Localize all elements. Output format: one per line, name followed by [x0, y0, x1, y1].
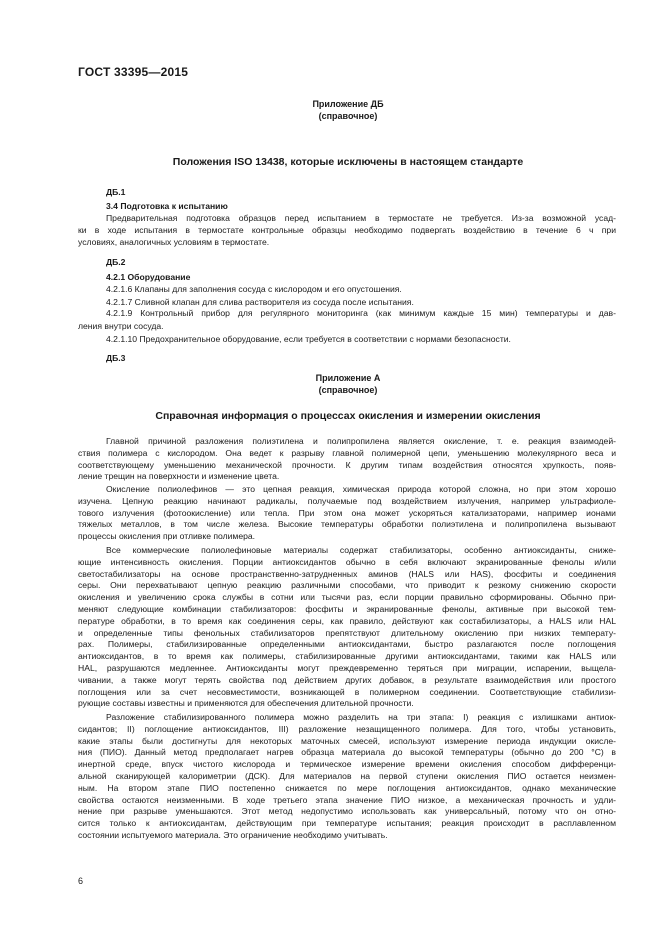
text-line: свойства остаются неизменными. В ходе третьего этапа значение ПИО низкое, а механическая прочность и удли-	[78, 794, 616, 805]
text-line: HAL, разрушаются медленнее. Антиоксиданты могут преждевременно теряться при миграции, испарении, выщела-	[78, 662, 616, 673]
text-line: ющие интенсивность окисления. Порции антиоксидантов обычно в себя включают экранированные фенолы и/или	[78, 556, 616, 567]
db2-section: 4.2.1 Оборудование	[106, 272, 191, 282]
text-line: меняют следующие комбинации стабилизаторов: фосфиты и экранированные фенолы, активные при высокой тем-	[78, 603, 616, 614]
annex-a-title	[78, 372, 618, 396]
text-line: какие этапы были достигнуты для некоторых маточных смесей, используют измерение периода индукции окисле-	[78, 735, 616, 746]
text-line: сидантов; II) поглощение антиоксидантов, III) разложение незащищенного полимера. Для того, чтобы установить,	[78, 723, 616, 734]
text-line: состоянии испытуемого материала. Это ограничение необходимо учитывать.	[78, 829, 388, 840]
text-line: процессы окисления при отливке полимера.	[78, 531, 256, 542]
annex-a-label: Приложение А	[315, 373, 381, 383]
text-line: инертной среде, впуск чистого кислорода и термическое измерение времени окисления способом дифференци-	[78, 759, 616, 770]
text-line: тяжелых металлов, в том числе железа. Высокие температуры обработки полиэтилена и полипропилена вызывают	[78, 519, 616, 530]
text-line: ление трещин на поверхности и изменение цвета.	[78, 471, 280, 482]
text-line: ки в ходе испытания в термостате контрольные образцы необходимо подвергать воздействию в течение 6 ч при	[78, 224, 616, 235]
standard-number: ГОСТ 33395—2015	[78, 65, 189, 79]
db3-label: ДБ.3	[106, 353, 126, 363]
text-line: ствия полимера с кислородом. Она ведет к разрыву главной полимерной цепи, уменьшению молекулярного веса и	[78, 447, 616, 458]
text-line: Окисление полиолефинов — это цепная реакция, химическая природа которой сложна, но при этом хорошо	[106, 484, 616, 494]
db1-label: ДБ.1	[106, 187, 126, 197]
text-line: тового излучения (фотоокисление) или тепла. При этом она может ускоряться катализаторами, например ионами	[78, 507, 616, 518]
annex-db-title	[78, 98, 618, 122]
page-number: 6	[78, 876, 84, 886]
text-line: антиоксидантов, в то время как полимеры, стабилизированные другими антиоксидантами, такими как HALS или	[78, 651, 616, 662]
db2-item-cont: ления внутри сосуда.	[78, 321, 164, 331]
text-line: серы. Они перехватывают цепную реакцию различными способами, что приводит к резкому снижению скорости	[78, 580, 616, 591]
text-line: изучена. Цепную реакцию начинают радикалы, получаемые под воздействием излучения, например ультрафиоле-	[78, 495, 616, 506]
annex-a-paragraph-3	[78, 545, 616, 710]
annex-db-label: Приложение ДБ	[312, 99, 384, 109]
text-line: соответствующему уменьшению механической прочности. К другим типам воздействия относятся хрупкость, появ-	[78, 459, 616, 470]
db2-item: 4.2.1.6 Клапаны для заполнения сосуда с кислородом и его опустошения.	[106, 284, 402, 294]
db2-label: ДБ.2	[106, 257, 126, 267]
text-line: пературе обработки, в то время как соединения серы, как правило, действуют как состабилизаторы, а HALS или HAL	[78, 615, 616, 626]
text-line: Разложение стабилизированного полимера можно разделить на три этапа: I) реакция с излишками антиок-	[106, 712, 616, 722]
text-line: условиях, аналогичных условиям в термостате.	[78, 236, 270, 247]
text-line: нение при разрыве уменьшаются. Этот метод недопустимо использовать как универсальный, потому что он отно-	[78, 806, 616, 817]
text-line: светостабилизаторы на основе пространственно-затрудненных аминов (HALS или HAS), фосфиты и соединения	[78, 568, 616, 579]
annex-a-paragraph-4	[78, 712, 616, 842]
annex-db-subtitle: (справочное)	[318, 111, 378, 121]
text-line: 4.2.1.9 Контрольный прибор для регулярного мониторинга (как минимум каждые 15 мин) температуры и дав-	[106, 308, 616, 318]
db2-item: 4.2.1.10 Предохранительное оборудование, если требуется в соответствии с нормами безопасности.	[106, 334, 511, 344]
text-line: Главной причиной разложения полиэтилена и полипропилена является окисление, т. е. реакция взаимодей-	[106, 436, 616, 446]
db1-section: 3.4 Подготовка к испытанию	[106, 201, 228, 211]
text-line: окисления и увеличению срока службы в сотни или тысячи раз, если порции правильно сформированы. Обычно при-	[78, 592, 616, 603]
text-line: рах. Полимеры, стабилизированные определенными антиоксидантами, быстро разлагаются после поглощения	[78, 639, 616, 650]
text-line: рующие составы известны и применяются для обеспечения длительной прочности.	[78, 698, 414, 709]
db1-paragraph	[78, 213, 616, 248]
annex-db-heading: Положения ISO 13438, которые исключены в настоящем стандарте	[172, 156, 524, 168]
annex-a-paragraph-1	[78, 436, 616, 483]
text-line: Предварительная подготовка образцов перед испытанием в термостате не требуется. Из-за возможной усад-	[106, 213, 616, 223]
text-line: ным. На втором этапе ПИО постепенно снижается по мере поглощения антиоксидантов, однако механические	[78, 782, 616, 793]
text-line: поглощения или за счет несовместимости, возникающей в полимерном соединении. Соответствующие стабилизи-	[78, 686, 616, 697]
text-line: чивании, а также могут терять свойства под действием других добавок, в результате взаимодействия или простого	[78, 674, 616, 685]
annex-a-heading: Справочная информация о процессах окисления и измерении окисления	[155, 410, 541, 422]
db2-item: 4.2.1.7 Сливной клапан для слива растворителя из сосуда после испытания.	[106, 297, 414, 307]
text-line: ния (ПИО). Данный метод предполагает нагрев образца материала до высокой температуры (обычно до 200 °С) в	[78, 747, 616, 758]
annex-a-paragraph-2	[78, 484, 616, 543]
annex-a-subtitle: (справочное)	[318, 385, 378, 395]
text-line: Все коммерческие полиолефиновые материалы содержат стабилизаторы, особенно антиоксиданты, сниже-	[106, 545, 616, 555]
text-line: альной сканирующей калориметрии (ДСК). Для материалов на первой ступени окисления ПИО остается неизмен-	[78, 770, 616, 781]
db2-item-multiline	[106, 308, 616, 320]
text-line: и определенные типы фенольных стабилизаторов препятствуют длительному окислению при низких температу-	[78, 627, 616, 638]
text-line: сится только к антиоксидантам, действующим при температуре испытания; реакция происходит в расплавленном	[78, 818, 616, 829]
